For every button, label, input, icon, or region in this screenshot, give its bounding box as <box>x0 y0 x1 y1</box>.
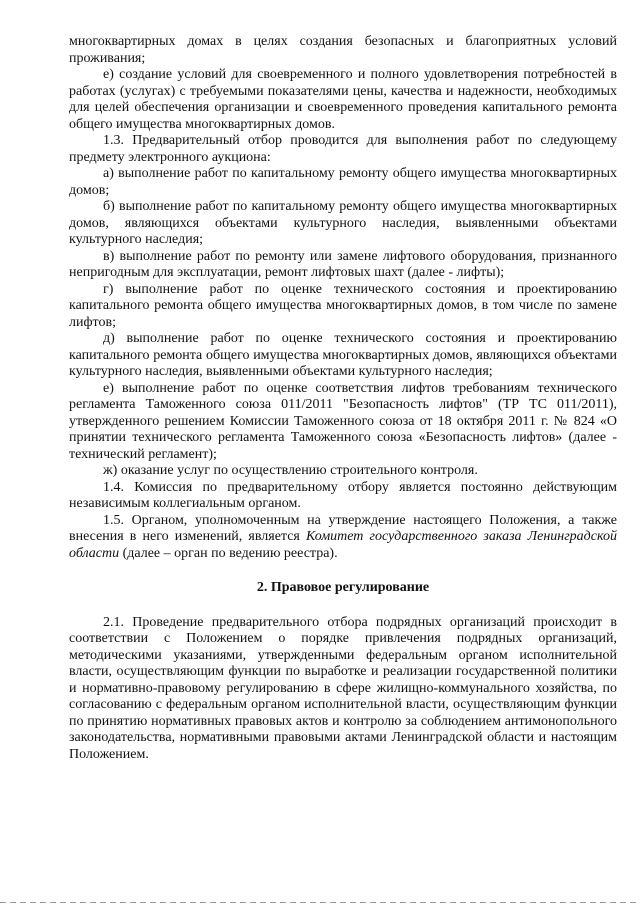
paragraph-1-5 <box>69 513 617 563</box>
scan-edge-line <box>0 902 640 903</box>
document-body <box>69 34 617 763</box>
paragraph-1-4: 1.4. Комиссия по предварительному отбору является постоянно действующим независимым коллегиальным органом. <box>69 479 617 511</box>
paragraph-1-5-tail: (далее – орган по ведению реестра). <box>119 545 338 561</box>
paragraph-item-e-conditions: е) создание условий для своевременного и полного удовлетворения потребностей в работах (услугах) с требуемыми показателями цены, качества и надежности, необходимых для целей обеспечения организации и своевременного проведения капитального ремонта общего имущества многоквартирных домов. <box>69 67 617 132</box>
paragraph-item-a: а) выполнение работ по капитальному ремонту общего имущества многоквартирных домов; <box>69 166 617 198</box>
paragraph-continuation: многоквартирных домах в целях создания безопасных и благоприятных условий проживания; <box>69 34 617 66</box>
paragraph-item-e-lifts: е) выполнение работ по оценке соответствия лифтов требованиям технического регламента Таможенного союза 011/2011 "Безопасность лифтов" (ТР ТС 011/2011), утвержденного решением Комиссии Таможенного союза от 18 октября 2011 г. № 824 «О принятии технического регламента Таможенного союза «Безопасность лифтов» (далее - технический регламент); <box>69 380 617 462</box>
paragraph-1-3: 1.3. Предварительный отбор проводится для выполнения работ по следующему предмету электронного аукциона: <box>69 133 617 165</box>
section-heading: 2. Правовое регулирование <box>256 580 430 595</box>
paragraph-item-d: д) выполнение работ по оценке технического состояния и проектированию капитального ремонта общего имущества многоквартирных домов, являющихся объектами культурного наследия, выявленными объектами культурного наследия; <box>69 331 617 379</box>
paragraph-item-zh: ж) оказание услуг по осуществлению строительного контроля. <box>103 463 478 478</box>
paragraph-item-v: в) выполнение работ по ремонту или замене лифтового оборудования, признанного непригодным для эксплуатации, ремонт лифтовых шахт (далее - лифты); <box>69 248 617 280</box>
paragraph-1-5-text: 1.5. Органом, уполномоченным на утверждение настоящего Положения, а также внесения в него изменений, является <box>69 512 617 544</box>
paragraph-2-1: 2.1. Проведение предварительного отбора подрядных организаций происходит в соответствии с Положением о порядке привлечения подрядных организаций, методическими указаниями, утвержденными федеральным органом исполнительной власти, осуществляющим функции по выработке и реализации государственной политики и нормативно-правовому регулированию в сфере жилищно-коммунального хозяйства, по согласованию с федеральным органом исполнительной власти, осуществляющим функции по принятию нормативных правовых актов и контролю за соблюдением антимонопольного законодательства, нормативными правовыми актами Ленинградской области и настоящим Положением. <box>69 614 617 762</box>
paragraph-1-5-italic: Комитет государственного заказа Ленинградской области <box>69 529 617 561</box>
paragraph-item-b: б) выполнение работ по капитальному ремонту общего имущества многоквартирных домов, являющихся объектами культурного наследия, выявленными объектами культурного наследия; <box>69 199 617 247</box>
paragraph-item-g: г) выполнение работ по оценке технического состояния и проектированию капитального ремонта общего имущества многоквартирных домов, в том числе по замене лифтов; <box>69 281 617 330</box>
